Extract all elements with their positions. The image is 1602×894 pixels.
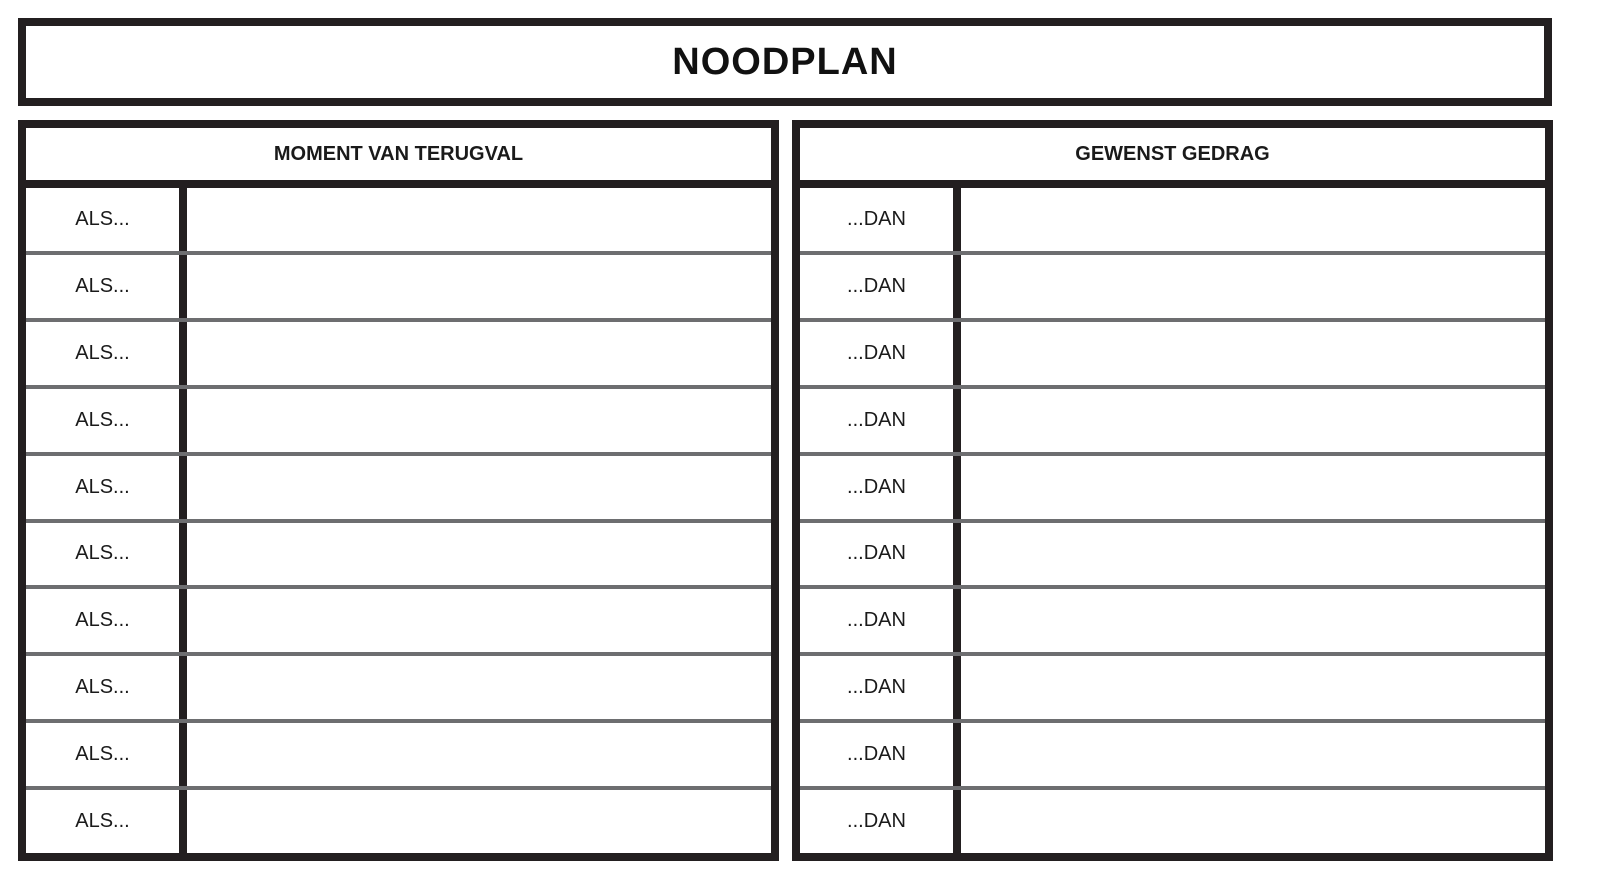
table-row xyxy=(800,322,1545,389)
row-label-dan: ...DAN xyxy=(800,188,961,251)
rows-right xyxy=(800,188,1545,853)
row-label-als: ALS... xyxy=(26,322,187,385)
table-row xyxy=(26,790,771,853)
table-row xyxy=(26,255,771,322)
dan-input[interactable] xyxy=(961,188,1545,251)
als-input[interactable] xyxy=(187,656,771,719)
row-label-als: ALS... xyxy=(26,723,187,786)
als-input[interactable] xyxy=(187,790,771,853)
row-label-dan: ...DAN xyxy=(800,523,961,586)
row-label-als: ALS... xyxy=(26,523,187,586)
table-row xyxy=(26,589,771,656)
dan-input[interactable] xyxy=(961,723,1545,786)
table-row xyxy=(800,589,1545,656)
table-row xyxy=(26,456,771,523)
table-row xyxy=(800,656,1545,723)
table-row xyxy=(800,523,1545,590)
row-label-dan: ...DAN xyxy=(800,656,961,719)
table-row xyxy=(26,656,771,723)
als-input[interactable] xyxy=(187,322,771,385)
row-label-als: ALS... xyxy=(26,589,187,652)
dan-input[interactable] xyxy=(961,656,1545,719)
panel-gewenst-gedrag xyxy=(792,120,1553,861)
als-input[interactable] xyxy=(187,723,771,786)
dan-input[interactable] xyxy=(961,790,1545,853)
table-row xyxy=(800,188,1545,255)
rows-left xyxy=(26,188,771,853)
dan-input[interactable] xyxy=(961,322,1545,385)
row-label-dan: ...DAN xyxy=(800,456,961,519)
table-row xyxy=(800,456,1545,523)
row-label-dan: ...DAN xyxy=(800,790,961,853)
dan-input[interactable] xyxy=(961,589,1545,652)
panel-header-left: MOMENT VAN TERUGVAL xyxy=(26,128,771,188)
panel-moment-van-terugval xyxy=(18,120,779,861)
als-input[interactable] xyxy=(187,523,771,586)
row-label-dan: ...DAN xyxy=(800,723,961,786)
table-row xyxy=(800,255,1545,322)
row-label-als: ALS... xyxy=(26,188,187,251)
row-label-als: ALS... xyxy=(26,255,187,318)
row-label-als: ALS... xyxy=(26,389,187,452)
row-label-dan: ...DAN xyxy=(800,322,961,385)
row-label-als: ALS... xyxy=(26,790,187,853)
page-title: NOODPLAN xyxy=(672,40,898,83)
table-row xyxy=(26,523,771,590)
als-input[interactable] xyxy=(187,255,771,318)
als-input[interactable] xyxy=(187,389,771,452)
table-row xyxy=(800,389,1545,456)
als-input[interactable] xyxy=(187,589,771,652)
dan-input[interactable] xyxy=(961,255,1545,318)
als-input[interactable] xyxy=(187,188,771,251)
dan-input[interactable] xyxy=(961,523,1545,586)
row-label-dan: ...DAN xyxy=(800,389,961,452)
table-row xyxy=(800,723,1545,790)
table-row xyxy=(26,322,771,389)
table-row xyxy=(26,389,771,456)
table-row xyxy=(26,723,771,790)
title-box xyxy=(18,18,1552,106)
panel-header-right: GEWENST GEDRAG xyxy=(800,128,1545,188)
row-label-als: ALS... xyxy=(26,456,187,519)
dan-input[interactable] xyxy=(961,456,1545,519)
row-label-als: ALS... xyxy=(26,656,187,719)
row-label-dan: ...DAN xyxy=(800,255,961,318)
table-row xyxy=(26,188,771,255)
table-row xyxy=(800,790,1545,853)
row-label-dan: ...DAN xyxy=(800,589,961,652)
als-input[interactable] xyxy=(187,456,771,519)
dan-input[interactable] xyxy=(961,389,1545,452)
